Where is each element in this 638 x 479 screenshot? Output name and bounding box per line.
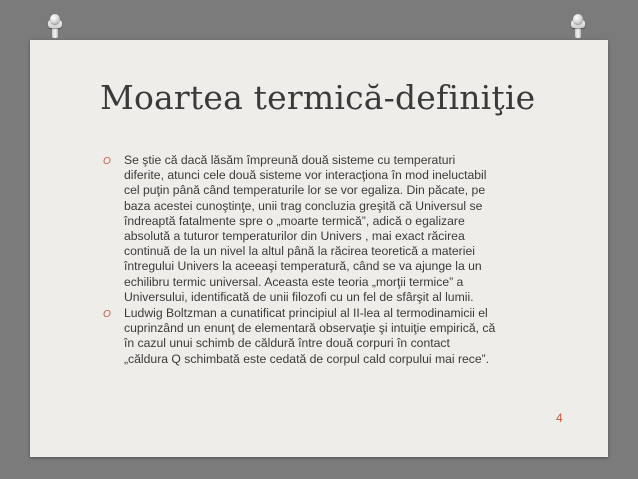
bullet-text-line: baza acestei cunoştinţe, unii trag concluzia greşită că Universul se	[124, 198, 483, 213]
bullet-text-line: „căldura Q schimbată este cedată de corpul cald corpului mai rece”.	[124, 351, 490, 366]
bullet-text-line: absolută a tuturor temperaturilor din Univers , mai exact răcirea	[124, 229, 465, 244]
bullet-text-line: în cazul unui schimb de căldură între două corpuri în contact	[124, 336, 450, 351]
pushpin-icon-right	[571, 14, 585, 38]
bullet-text-line: îndreaptă fatalmente spre o „moarte termică”, adică o egalizare	[124, 213, 465, 228]
bullet-text-line: Se ştie că dacă lăsăm împreună două sisteme cu temperaturi	[124, 153, 456, 167]
bullet-text-line: Ludwig Boltzman a cunatificat principiul al II-lea al termodinamicii el	[124, 306, 488, 321]
slide-title: Moartea termică-definiţie	[100, 78, 536, 117]
bullet-text-line: cel puţin până când temperaturile lor se vor egaliza. Din păcate, pe	[124, 183, 486, 198]
bullet-text-line: continuă de la un nivel la altul până la răcirea teoretică a materiei	[124, 244, 475, 259]
bullet-list	[103, 153, 543, 368]
bullet-text-line: echilibru termic universal. Aceasta este teoria „morţii termice” a	[124, 274, 464, 289]
bullet-item	[103, 153, 543, 305]
bullet-marker-icon: O	[103, 309, 111, 321]
bullet-text-line: cuprinzând un enunţ de elementară observaţie şi intuiţie empirică, că	[124, 321, 496, 336]
bullet-text-line: diferite, atunci cele două sisteme vor interacţiona în mod ineluctabil	[124, 168, 487, 183]
bullet-marker-icon: O	[103, 156, 111, 167]
page-number: 4	[556, 411, 563, 425]
bullet-item	[103, 306, 543, 367]
bullet-text-line: întregului Univers la aceeaşi temperatură, când se va ajunge la un	[124, 259, 482, 274]
bullet-text-line: Universului, identificată de unii filozofi cu un fel de sfârşit al lumii.	[124, 289, 474, 304]
pushpin-icon-left	[48, 14, 62, 38]
